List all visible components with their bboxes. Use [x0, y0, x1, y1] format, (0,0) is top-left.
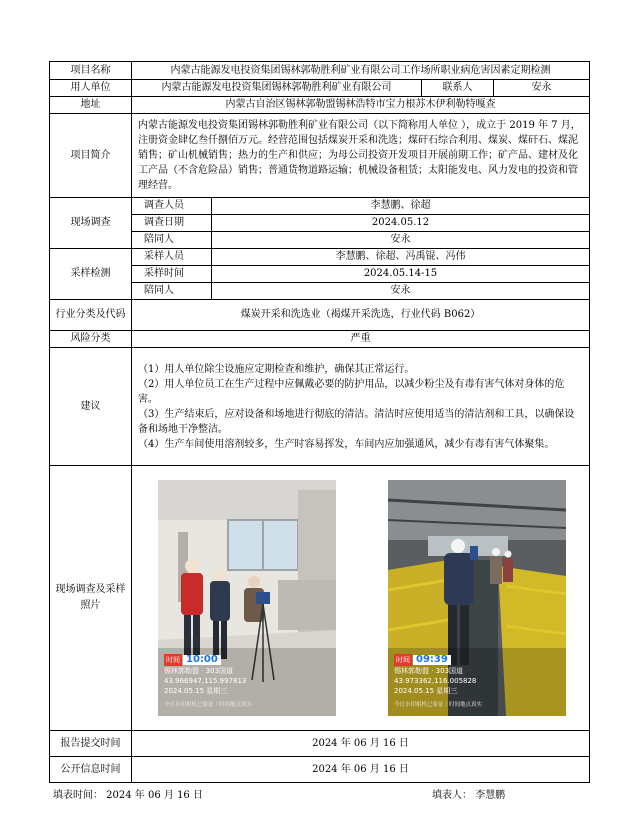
- survey-item-label: 调查日期: [132, 215, 212, 232]
- sampling-label: 采样检测: [50, 249, 132, 300]
- watermark-footer: 今日水印相机已验证｜时间地点真实: [394, 702, 483, 708]
- contact-label: 联系人: [422, 80, 494, 97]
- publish-time-label: 公开信息时间: [50, 757, 132, 783]
- row-project-name: [50, 62, 590, 80]
- profile-value: 内蒙古能源发电投资集团锡林郭勒胜利矿业有限公司（以下简称用人单位 ），成立于 2019 年 7 月，注册资金肆亿叁仟捌佰万元。经营范围包括煤炭开采和洗选；煤矸石综合利用、煤炭、煤矸石、煤泥销售；矿山机械销售；热力的生产和供应；为母公司投资开发项目开展前期工作；矿产品、建材及化工产品（不含危险品）销售；普通货物道路运输；机械设备租赁；太阳能发电、风力发电的投资和管理经营。: [132, 114, 590, 198]
- time: 10:00: [183, 655, 221, 665]
- watermark: [164, 654, 253, 708]
- info-table: [49, 61, 590, 783]
- time: 09:39: [413, 655, 451, 665]
- survey-item-value: 安永: [212, 232, 590, 249]
- profile-label: 项目简介: [50, 114, 132, 198]
- row-sampling-1: [50, 249, 590, 266]
- row-profile: [50, 114, 590, 198]
- time-tag: 时间: [396, 656, 410, 664]
- project-name-label: 项目名称: [50, 62, 132, 80]
- photos-cell: [132, 466, 590, 731]
- row-advice: [50, 348, 590, 466]
- advice-item: （4）生产车间使用溶剂较多，生产时容易挥发，车间内应加强通风，减少有毒有害气体聚集。: [138, 438, 555, 450]
- coords: 43.973362,116.005828: [394, 677, 477, 685]
- risk-label: 风险分类: [50, 331, 132, 348]
- watermark: [394, 654, 483, 708]
- row-survey-1: [50, 198, 590, 215]
- row-report-time: [50, 731, 590, 757]
- photos-label: 现场调查及采样照片: [50, 466, 132, 731]
- row-address: [50, 97, 590, 114]
- sampling-item-value: 李慧鹏、徐超、冯禹锟、冯伟: [212, 249, 590, 266]
- survey-item-label: 调查人员: [132, 198, 212, 215]
- advice-item: （3）生产结束后，应对设备和场地进行彻底的清洁。清洁时应使用适当的清洁剂和工具，以确保设备和场地干净整洁。: [138, 408, 575, 435]
- date: 2024.05.15 星期三: [164, 687, 228, 695]
- sampling-item-value: 安永: [212, 283, 590, 300]
- employer-value: 内蒙古能源发电投资集团锡林郭勒胜利矿业有限公司: [132, 80, 422, 97]
- watermark-footer: 今日水印相机已验证｜时间地点真实: [164, 702, 253, 708]
- report-time-value: 2024 年 06 月 16 日: [132, 731, 590, 757]
- place: 锡林郭勒盟 · 303国道: [394, 667, 464, 675]
- employer-label: 用人单位: [50, 80, 132, 97]
- filler: 填表人： 李慧鹏: [432, 790, 506, 801]
- sampling-item-label: 陪同人: [132, 283, 212, 300]
- industry-label: 行业分类及代码: [50, 300, 132, 331]
- site-photo-lab: [158, 480, 336, 716]
- row-photos: [50, 466, 590, 731]
- risk-value: 严重: [132, 331, 590, 348]
- survey-item-value: 2024.05.12: [212, 215, 590, 232]
- advice-item: （1）用人单位除尘设施应定期检查和维护，确保其正常运行。: [138, 363, 415, 375]
- fill-time: 填表时间： 2024 年 06 月 16 日: [53, 790, 203, 801]
- survey-label: 现场调查: [50, 198, 132, 249]
- industry-value: 煤炭开采和洗选业（褐煤开采洗选，行业代码 B062）: [132, 300, 590, 331]
- date: 2024.05.15 星期三: [394, 687, 458, 695]
- advice-list: [132, 348, 590, 466]
- coords: 43.966947,115.997813: [164, 677, 247, 685]
- row-risk: [50, 331, 590, 348]
- sampling-item-label: 采样时间: [132, 266, 212, 283]
- time-tag: 时间: [166, 656, 180, 664]
- row-publish-time: [50, 757, 590, 783]
- sampling-item-label: 采样人员: [132, 249, 212, 266]
- contact-value: 安永: [494, 80, 590, 97]
- address-label: 地址: [50, 97, 132, 114]
- row-employer: [50, 80, 590, 97]
- report-time-label: 报告提交时间: [50, 731, 132, 757]
- site-photo-plant: [388, 480, 566, 716]
- project-name-value: 内蒙古能源发电投资集团锡林郭勒胜利矿业有限公司工作场所职业病危害因素定期检测: [132, 62, 590, 80]
- advice-item: （2）用人单位员工在生产过程中应佩戴必要的防护用品，以减少粉尘及有毒有害气体对身体的危害。: [138, 378, 565, 405]
- publish-time-value: 2024 年 06 月 16 日: [132, 757, 590, 783]
- survey-item-value: 李慧鹏、徐超: [212, 198, 590, 215]
- place: 锡林郭勒盟 · 303国道: [164, 667, 234, 675]
- sampling-item-value: 2024.05.14-15: [212, 266, 590, 283]
- address-value: 内蒙古自治区锡林郭勒盟锡林浩特市宝力根苏木伊利勒特嘎查: [132, 97, 590, 114]
- survey-item-label: 陪同人: [132, 232, 212, 249]
- row-industry: [50, 300, 590, 331]
- advice-label: 建议: [50, 348, 132, 466]
